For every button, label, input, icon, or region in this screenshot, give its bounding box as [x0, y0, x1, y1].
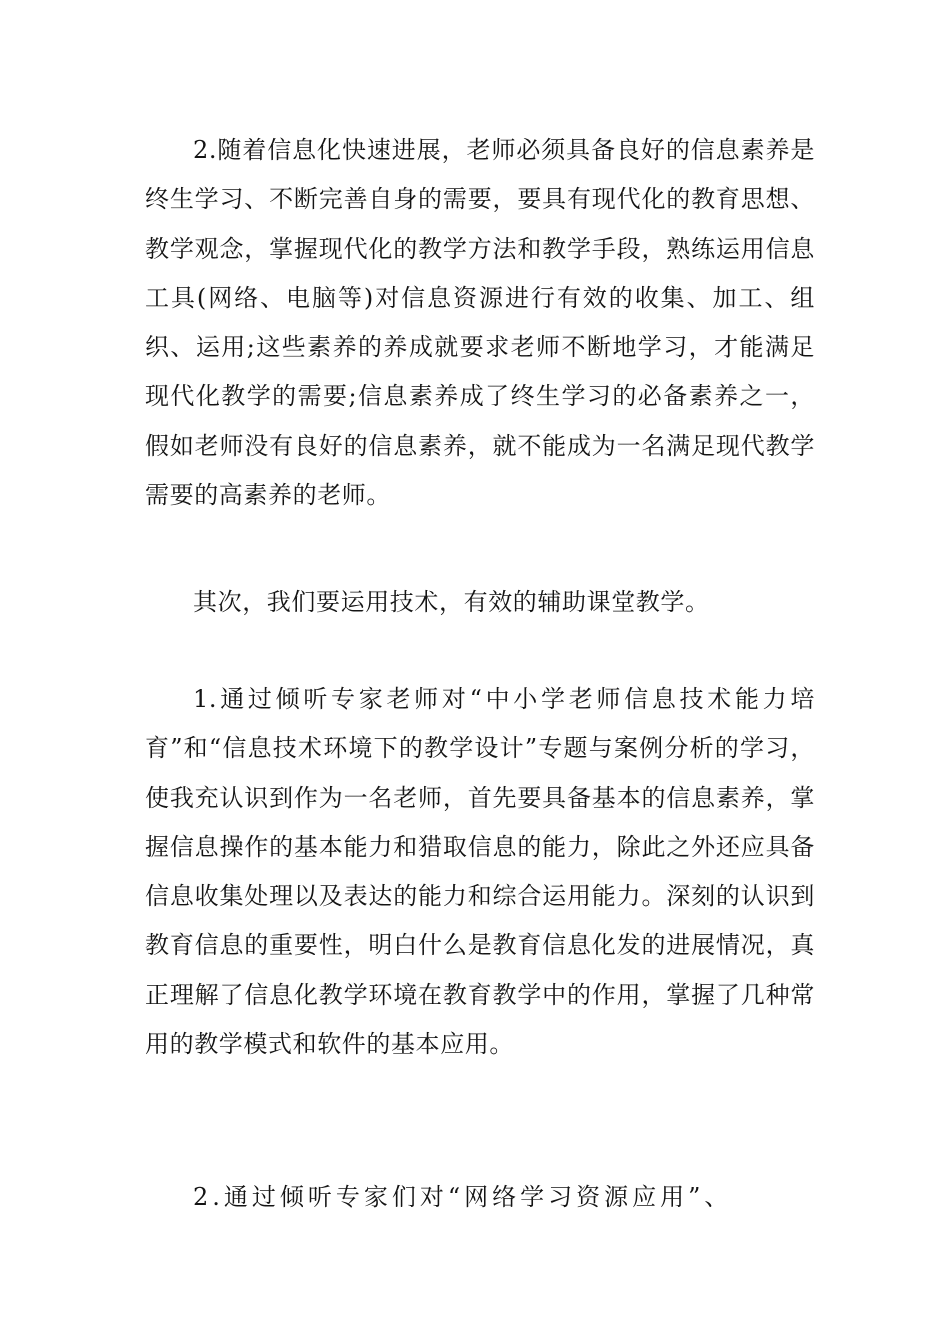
- paragraph-network-resources: 2.通过倾听专家们对“网络学习资源应用”、: [193, 1183, 733, 1211]
- paragraph-expert-lecture: 1.通过倾听专家老师对“中小学老师信息技术能力培育”和“信息技术环境下的教学设计”专题与案例分析的学习，使我充认识到作为一名老师，首先要具备基本的信息素养，掌握信息操作的基本能力和猎取信息的能力，除此之外还应具备信息收集处理以及表达的能力和综合运用能力。深刻的认识到教育信息的重要性，明白什么是教育信息化发的进展情况，真正理解了信息化教学环境在教育教学中的作用，掌握了几种常用的教学模式和软件的基本应用。: [145, 685, 815, 1059]
- paragraph-section-heading: 其次，我们要运用技术，有效的辅助课堂教学。: [193, 588, 710, 616]
- paragraph-information-literacy: 2.随着信息化快速进展，老师必须具备良好的信息素养是终生学习、不断完善自身的需要，要具有现代化的教育思想、教学观念，掌握现代化的教学方法和教学手段，熟练运用信息工具(网络、电脑等)对信息资源进行有效的收集、加工、组织、运用;这些素养的养成就要求老师不断地学习，才能满足现代化教学的需要;信息素养成了终生学习的必备素养之一，假如老师没有良好的信息素养，就不能成为一名满足现代教学需要的高素养的老师。: [145, 136, 815, 510]
